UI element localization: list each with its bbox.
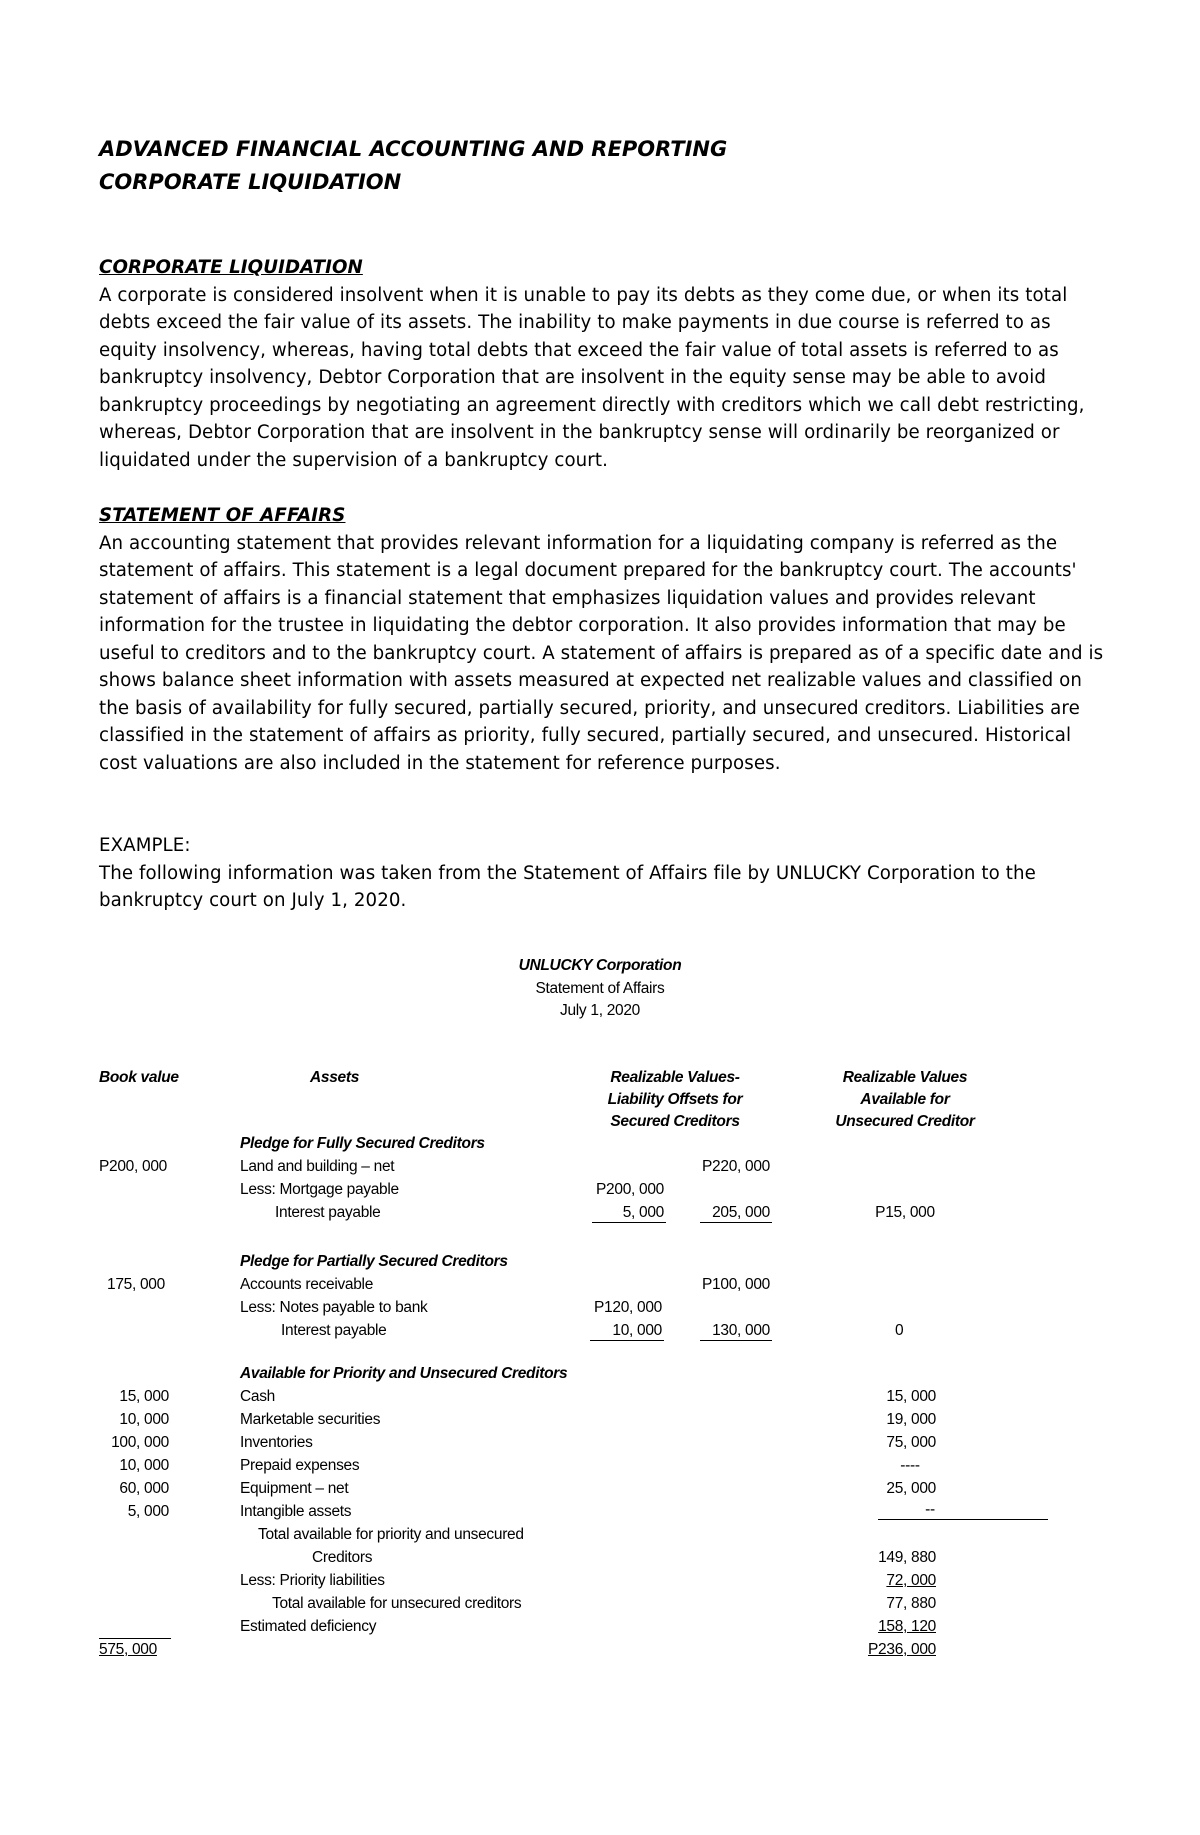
section-corporate-liquidation	[99, 254, 1109, 474]
book-value-total: 575, 000	[99, 1641, 157, 1658]
asset-label: Marketable securities	[240, 1411, 381, 1428]
asset-realizable-value: P100, 000	[702, 1276, 770, 1293]
interest-value: 5, 000	[622, 1204, 664, 1221]
available-value: 75, 000	[886, 1434, 936, 1451]
section-paragraph: An accounting statement that provides relevant information for a liquidating company is referred as the statement of affairs. This statement is a legal document prepared for the bankruptcy court. The accounts' statement of affairs is a financial statement that emphasizes liquidation values and provides relevant information for the trustee in liquidating the debtor corporation. It also provides information that may be useful to creditors and to the bankruptcy court. A statement of affairs is prepared as of a specific date and is shows balance sheet information with assets measured at expected net realizable values and classified on the basis of availability for fully secured, partially secured, priority, and unsecured creditors. Liabilities are classified in the statement of affairs as priority, fully secured, partially secured, and unsecured. Historical cost valuations are also included in the statement for reference purposes.	[99, 532, 1104, 774]
asset-label: Land and building – net	[240, 1158, 395, 1175]
document-subtitle: CORPORATE LIQUIDATION	[99, 170, 402, 194]
book-value-cell: P200, 000	[99, 1158, 167, 1175]
section-heading: CORPORATE LIQUIDATION	[99, 257, 363, 278]
available-value: ----	[900, 1457, 920, 1474]
available-value: 25, 000	[886, 1480, 936, 1497]
section-statement-of-affairs	[99, 502, 1109, 777]
statement-date: July 1, 2020	[560, 1002, 640, 1019]
total-available-label: Total available for priority and unsecured	[258, 1526, 524, 1543]
priority-liabilities-label: Less: Priority liabilities	[240, 1572, 385, 1589]
book-value-cell: 5, 000	[127, 1503, 169, 1520]
document-title: ADVANCED FINANCIAL ACCOUNTING AND REPORTING	[99, 137, 728, 161]
asset-label: Intangible assets	[240, 1503, 352, 1520]
liability-total: 130, 000	[712, 1322, 770, 1339]
liability-total: 205, 000	[712, 1204, 770, 1221]
statement-company: UNLUCKY Corporation	[518, 957, 682, 974]
header-secured-creditors: Secured Creditors	[610, 1113, 740, 1130]
group-heading-partially-secured: Pledge for Partially Secured Creditors	[240, 1253, 508, 1270]
header-realizable-values-unsecured: Realizable Values	[842, 1069, 968, 1086]
available-value: 15, 000	[886, 1388, 936, 1405]
group-heading-unsecured: Available for Priority and Unsecured Creditors	[240, 1365, 568, 1382]
section-example	[99, 832, 1109, 915]
asset-realizable-value: P220, 000	[702, 1158, 770, 1175]
available-value: 19, 000	[886, 1411, 936, 1428]
section-paragraph: A corporate is considered insolvent when it is unable to pay its debts as they come due, or when its total debts exceed the fair value of its assets. The inability to make payments in due course is referred to as equity insolvency, whereas, having total debts that exceed the fair value of total assets is referred to as bankruptcy insolvency, Debtor Corporation that are insolvent in the equity sense may be able to avoid bankruptcy proceedings by negotiating an agreement directly with creditors which we call debt restricting, whereas, Debtor Corporation that are insolvent in the bankruptcy sense will ordinarily be reorganized or liquidated under the supervision of a bankruptcy court.	[99, 284, 1085, 471]
available-value: 0	[895, 1322, 904, 1339]
less-liability-label: Less: Mortgage payable	[240, 1181, 399, 1198]
book-value-cell: 60, 000	[119, 1480, 169, 1497]
estimated-deficiency-label: Estimated deficiency	[240, 1618, 377, 1635]
total-available-label-creditors: Creditors	[312, 1549, 373, 1566]
interest-label: Interest payable	[281, 1322, 387, 1339]
total-available-value: 149, 880	[878, 1549, 936, 1566]
book-value-cell: 100, 000	[111, 1434, 169, 1451]
header-assets: Assets	[310, 1069, 360, 1086]
unsecured-total-value: 77, 880	[886, 1595, 936, 1612]
header-book-value: Book value	[99, 1069, 179, 1086]
header-available-for: Available for	[860, 1091, 950, 1108]
available-value: --	[925, 1501, 935, 1518]
statement-title: Statement of Affairs	[535, 980, 665, 997]
book-value-cell: 10, 000	[119, 1411, 169, 1428]
liability-value: P200, 000	[596, 1181, 664, 1198]
header-realizable-values: Realizable Values-	[610, 1069, 740, 1086]
grand-total-value: P236, 000	[868, 1641, 936, 1658]
asset-label: Cash	[240, 1388, 275, 1405]
available-value: P15, 000	[875, 1204, 935, 1221]
interest-label: Interest payable	[275, 1204, 381, 1221]
book-value-cell: 10, 000	[119, 1457, 169, 1474]
book-value-cell: 175, 000	[107, 1276, 165, 1293]
unsecured-total-label: Total available for unsecured creditors	[272, 1595, 522, 1612]
asset-label: Equipment – net	[240, 1480, 349, 1497]
asset-label: Inventories	[240, 1434, 313, 1451]
liability-value: P120, 000	[594, 1299, 662, 1316]
header-unsecured-creditor: Unsecured Creditor	[835, 1113, 975, 1130]
example-paragraph: The following information was taken from the Statement of Affairs file by UNLUCKY Corporation to the bankruptcy court on July 1, 2020.	[99, 862, 1036, 911]
asset-label: Prepaid expenses	[240, 1457, 360, 1474]
interest-value: 10, 000	[612, 1322, 662, 1339]
example-label: EXAMPLE:	[99, 835, 191, 856]
book-value-cell: 15, 000	[119, 1388, 169, 1405]
header-liability-offsets: Liability Offsets for	[607, 1091, 743, 1108]
section-heading: STATEMENT OF AFFAIRS	[99, 505, 346, 526]
asset-label: Accounts receivable	[240, 1276, 374, 1293]
estimated-deficiency-value: 158, 120	[878, 1618, 936, 1635]
less-liability-label: Less: Notes payable to bank	[240, 1299, 428, 1316]
priority-liabilities-value: 72, 000	[886, 1572, 936, 1589]
group-heading-fully-secured: Pledge for Fully Secured Creditors	[240, 1135, 485, 1152]
